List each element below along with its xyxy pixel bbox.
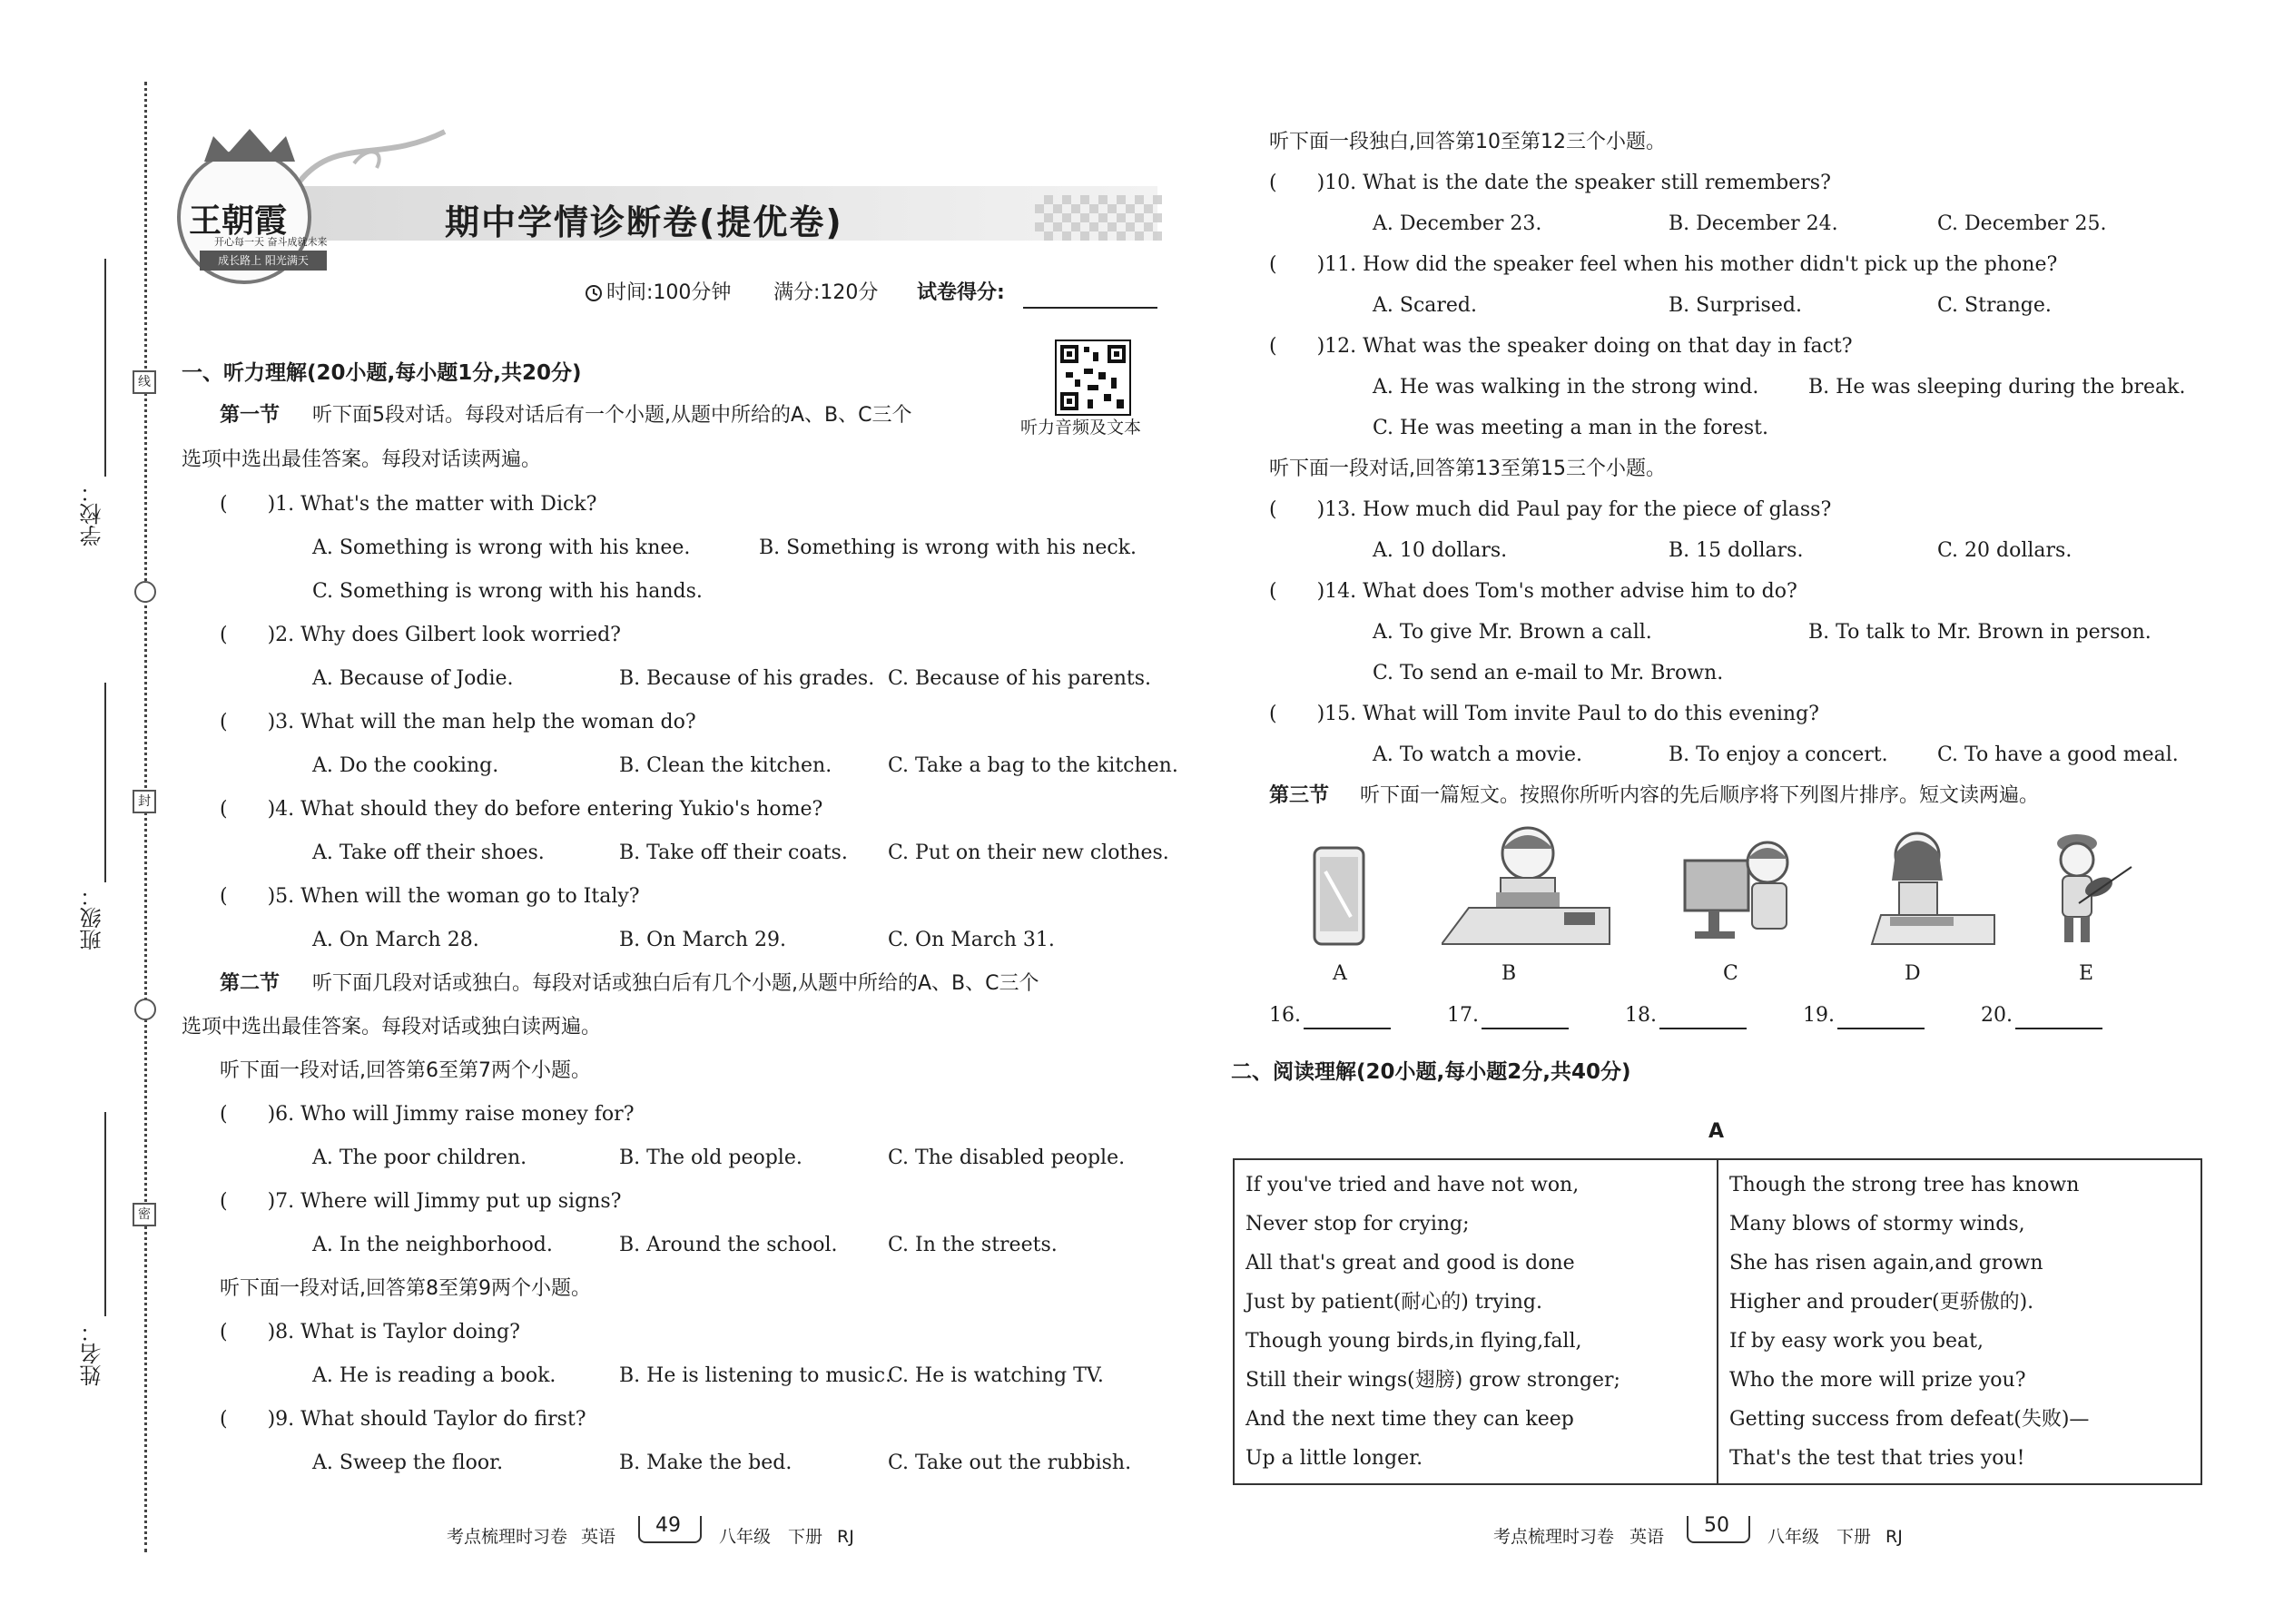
picture-label-c: C — [1723, 962, 1738, 985]
question-14[interactable]: ( )14. What does Tom's mother advise him to do? — [1269, 580, 1797, 603]
poem-line: Though the strong tree has known — [1729, 1174, 2080, 1196]
option-10b[interactable]: B. December 24. — [1669, 212, 1838, 235]
boy-reading-picture — [1442, 822, 1614, 949]
option-8c[interactable]: C. He is watching TV. — [888, 1364, 1104, 1387]
option-9b[interactable]: B. Make the bed. — [619, 1452, 793, 1474]
poem-line: She has risen again,and grown — [1729, 1252, 2043, 1275]
option-15c[interactable]: C. To have a good meal. — [1937, 743, 2179, 766]
option-6c[interactable]: C. The disabled people. — [888, 1147, 1126, 1169]
name-label: 姓名： — [80, 1321, 105, 1386]
question-1[interactable]: ( )1. What's the matter with Dick? — [220, 493, 597, 516]
question-8[interactable]: ( )8. What is Taylor doing? — [220, 1321, 520, 1343]
option-6b[interactable]: B. The old people. — [619, 1147, 802, 1169]
poem-line: Getting success from defeat(失败)— — [1729, 1408, 2090, 1431]
poem-line: Just by patient(耐心的) trying. — [1245, 1291, 1542, 1314]
question-15[interactable]: ( )15. What will Tom invite Paul to do this evening? — [1269, 703, 1819, 725]
seal-mark-line: 线 — [133, 370, 156, 394]
exam-time: 时间:100分钟 — [606, 281, 732, 304]
option-12b[interactable]: B. He was sleeping during the break. — [1808, 376, 2186, 399]
option-3a[interactable]: A. Do the cooking. — [312, 754, 499, 777]
boy-computer-picture — [1681, 833, 1799, 947]
seal-mark-seal: 封 — [133, 790, 156, 813]
section1-title: 一、听力理解(20小题,每小题1分,共20分) — [182, 361, 582, 385]
option-12a[interactable]: A. He was walking in the strong wind. — [1373, 376, 1759, 399]
exam-score-label: 试卷得分: — [917, 281, 1005, 304]
question-10[interactable]: ( )10. What is the date the speaker still remembers? — [1269, 172, 1831, 194]
picture-label-a: A — [1333, 962, 1347, 985]
crown-icon — [200, 127, 300, 163]
option-14c[interactable]: C. To send an e-mail to Mr. Brown. — [1373, 662, 1724, 684]
binding-dotted-line — [144, 82, 147, 1552]
part1-label: 第一节 — [220, 404, 281, 427]
poem-line: If by easy work you beat, — [1729, 1330, 1984, 1353]
page-number-left: 49 — [655, 1514, 681, 1537]
footer-grade: 八年级 — [1767, 1527, 1820, 1547]
option-9a[interactable]: A. Sweep the floor. — [312, 1452, 504, 1474]
poem-line: If you've tried and have not won, — [1245, 1174, 1580, 1196]
option-7a[interactable]: A. In the neighborhood. — [312, 1234, 553, 1256]
option-8b[interactable]: B. He is listening to music. — [619, 1364, 892, 1387]
question-11[interactable]: ( )11. How did the speaker feel when his mother didn't pick up the phone? — [1269, 253, 2058, 276]
option-3c[interactable]: C. Take a bag to the kitchen. — [888, 754, 1178, 777]
option-4a[interactable]: A. Take off their shoes. — [312, 842, 545, 864]
option-15a[interactable]: A. To watch a movie. — [1373, 743, 1583, 766]
option-4b[interactable]: B. Take off their coats. — [619, 842, 848, 864]
option-10a[interactable]: A. December 23. — [1373, 212, 1542, 235]
option-7b[interactable]: B. Around the school. — [619, 1234, 838, 1256]
girl-writing-picture — [1863, 826, 1999, 949]
ribbon-icon — [300, 127, 454, 191]
part1-instruction: 听下面5段对话。每段对话后有一个小题,从题中所给的A、B、C三个 — [312, 404, 912, 427]
poem-line: Though young birds,in flying,fall, — [1245, 1330, 1582, 1353]
option-2c[interactable]: C. Because of his parents. — [888, 667, 1152, 690]
name-write-line — [104, 1112, 106, 1316]
option-15b[interactable]: B. To enjoy a concert. — [1669, 743, 1888, 766]
poem-line: Up a little longer. — [1245, 1447, 1423, 1470]
poem-line: Never stop for crying; — [1245, 1213, 1470, 1235]
option-5b[interactable]: B. On March 29. — [619, 929, 786, 951]
footer-edition: RJ — [837, 1527, 854, 1547]
logo-ribbon: 成长路上 阳光满天 — [200, 251, 327, 271]
option-1c[interactable]: C. Something is wrong with his hands. — [312, 580, 703, 603]
girl-violin-picture — [2043, 831, 2133, 949]
option-10c[interactable]: C. December 25. — [1937, 212, 2107, 235]
page-title: 期中学情诊断卷(提优卷) — [445, 202, 843, 242]
part2-instruction: 听下面几段对话或独白。每段对话或独白后有几个小题,从题中所给的A、B、C三个 — [312, 972, 1039, 995]
part1-instruction-cont: 选项中选出最佳答案。每段对话读两遍。 — [182, 448, 542, 471]
picture-label-e: E — [2079, 962, 2094, 985]
question-9[interactable]: ( )9. What should Taylor do first? — [220, 1408, 586, 1431]
passage-label: A — [1708, 1120, 1725, 1143]
option-5c[interactable]: C. On March 31. — [888, 929, 1055, 951]
binding-knot — [134, 581, 156, 603]
poem-line: Higher and prouder(更骄傲的). — [1729, 1291, 2034, 1314]
answer-blank-label: 18. — [1625, 1004, 1657, 1027]
answer-blank[interactable] — [1837, 1028, 1925, 1029]
instruction-10-12: 听下面一段独白,回答第10至第12三个小题。 — [1269, 131, 1666, 153]
poem-line: And the next time they can keep — [1245, 1408, 1574, 1431]
footer-series: 考点梳理时习卷 — [447, 1527, 568, 1547]
option-2b[interactable]: B. Because of his grades. — [619, 667, 875, 690]
option-1b[interactable]: B. Something is wrong with his neck. — [759, 536, 1137, 559]
footer-subject: 英语 — [581, 1527, 616, 1547]
option-14b[interactable]: B. To talk to Mr. Brown in person. — [1808, 621, 2151, 644]
answer-blank[interactable] — [1659, 1028, 1747, 1029]
answer-blank-label: 20. — [1981, 1004, 2013, 1027]
poem-table — [1233, 1158, 2202, 1485]
poem-line: Still their wings(翅膀) grow stronger; — [1245, 1369, 1620, 1392]
option-4c[interactable]: C. Put on their new clothes. — [888, 842, 1169, 864]
part3-label: 第三节 — [1269, 784, 1330, 807]
clock-icon — [585, 284, 603, 302]
banner-checker-pattern — [1035, 195, 1162, 241]
exam-full-score: 满分:120分 — [773, 281, 879, 304]
instruction-6-7: 听下面一段对话,回答第6至第7两个小题。 — [220, 1059, 591, 1082]
question-6[interactable]: ( )6. Who will Jimmy raise money for? — [220, 1103, 635, 1126]
option-8a[interactable]: A. He is reading a book. — [312, 1364, 556, 1387]
poem-line: All that's great and good is done — [1245, 1252, 1575, 1275]
seal-mark-close: 密 — [133, 1203, 156, 1226]
option-6a[interactable]: A. The poor children. — [312, 1147, 527, 1169]
picture-label-d: D — [1905, 962, 1921, 985]
part2-instruction-cont: 选项中选出最佳答案。每段对话或独白读两遍。 — [182, 1016, 602, 1038]
option-9c[interactable]: C. Take out the rubbish. — [888, 1452, 1132, 1474]
logo-name: 王朝霞 — [189, 202, 288, 240]
footer-subject: 英语 — [1629, 1527, 1665, 1547]
option-12c[interactable]: C. He was meeting a man in the forest. — [1373, 417, 1769, 439]
question-2[interactable]: ( )2. Why does Gilbert look worried? — [220, 624, 621, 646]
phone-picture — [1307, 844, 1371, 949]
question-13[interactable]: ( )13. How much did Paul pay for the piece of glass? — [1269, 498, 1832, 521]
question-4[interactable]: ( )4. What should they do before entering Yukio's home? — [220, 798, 823, 821]
footer-series: 考点梳理时习卷 — [1493, 1527, 1615, 1547]
footer-edition: RJ — [1885, 1527, 1903, 1547]
qr-code-icon[interactable] — [1055, 340, 1131, 416]
instruction-13-15: 听下面一段对话,回答第13至第15三个小题。 — [1269, 458, 1666, 480]
answer-blank-label: 17. — [1447, 1004, 1479, 1027]
footer-book: 下册 — [788, 1527, 823, 1547]
school-label: 学校： — [80, 481, 105, 546]
answer-blank[interactable] — [1304, 1028, 1391, 1029]
school-write-line — [104, 259, 106, 477]
qr-caption: 听力音频及文本 — [1020, 418, 1142, 438]
instruction-8-9: 听下面一段对话,回答第8至第9两个小题。 — [220, 1277, 591, 1300]
option-13c[interactable]: C. 20 dollars. — [1937, 539, 2072, 562]
option-3b[interactable]: B. Clean the kitchen. — [619, 754, 832, 777]
answer-blank-label: 16. — [1269, 1004, 1301, 1027]
answer-blank[interactable] — [2015, 1028, 2102, 1029]
question-12[interactable]: ( )12. What was the speaker doing on that day in fact? — [1269, 335, 1853, 358]
logo-subtitle: 开心每一天 奋斗成就未来 — [214, 236, 328, 248]
option-11c[interactable]: C. Strange. — [1937, 294, 2052, 317]
question-7[interactable]: ( )7. Where will Jimmy put up signs? — [220, 1190, 622, 1213]
exam-score-blank[interactable] — [1023, 307, 1157, 309]
answer-blank-label: 19. — [1803, 1004, 1835, 1027]
answer-blank[interactable] — [1482, 1028, 1569, 1029]
picture-label-b: B — [1501, 962, 1517, 985]
poem-right-column — [1718, 1159, 2201, 1484]
option-11a[interactable]: A. Scared. — [1373, 294, 1477, 317]
option-13a[interactable]: A. 10 dollars. — [1373, 539, 1508, 562]
question-5[interactable]: ( )5. When will the woman go to Italy? — [220, 885, 640, 908]
option-5a[interactable]: A. On March 28. — [312, 929, 479, 951]
section2-title: 二、阅读理解(20小题,每小题2分,共40分) — [1231, 1060, 1631, 1084]
footer-grade: 八年级 — [719, 1527, 772, 1547]
footer-book: 下册 — [1836, 1527, 1872, 1547]
question-3[interactable]: ( )3. What will the man help the woman do? — [220, 711, 696, 733]
part3-instruction: 听下面一篇短文。按照你所听内容的先后顺序将下列图片排序。短文读两遍。 — [1360, 784, 2040, 807]
part2-label: 第二节 — [220, 972, 281, 995]
option-7c[interactable]: C. In the streets. — [888, 1234, 1058, 1256]
poem-line: That's the test that tries you! — [1729, 1447, 2025, 1470]
poem-line: Who the more will prize you? — [1729, 1369, 2026, 1392]
option-2a[interactable]: A. Because of Jodie. — [312, 667, 514, 690]
class-label: 班级： — [80, 885, 105, 950]
option-11b[interactable]: B. Surprised. — [1669, 294, 1802, 317]
binding-knot — [134, 999, 156, 1020]
class-write-line — [104, 683, 106, 882]
page-number-right: 50 — [1704, 1514, 1729, 1537]
option-1a[interactable]: A. Something is wrong with his knee. — [312, 536, 691, 559]
poem-left-column — [1234, 1159, 1718, 1484]
poem-line: Many blows of stormy winds, — [1729, 1213, 2025, 1235]
option-13b[interactable]: B. 15 dollars. — [1669, 539, 1804, 562]
option-14a[interactable]: A. To give Mr. Brown a call. — [1373, 621, 1652, 644]
